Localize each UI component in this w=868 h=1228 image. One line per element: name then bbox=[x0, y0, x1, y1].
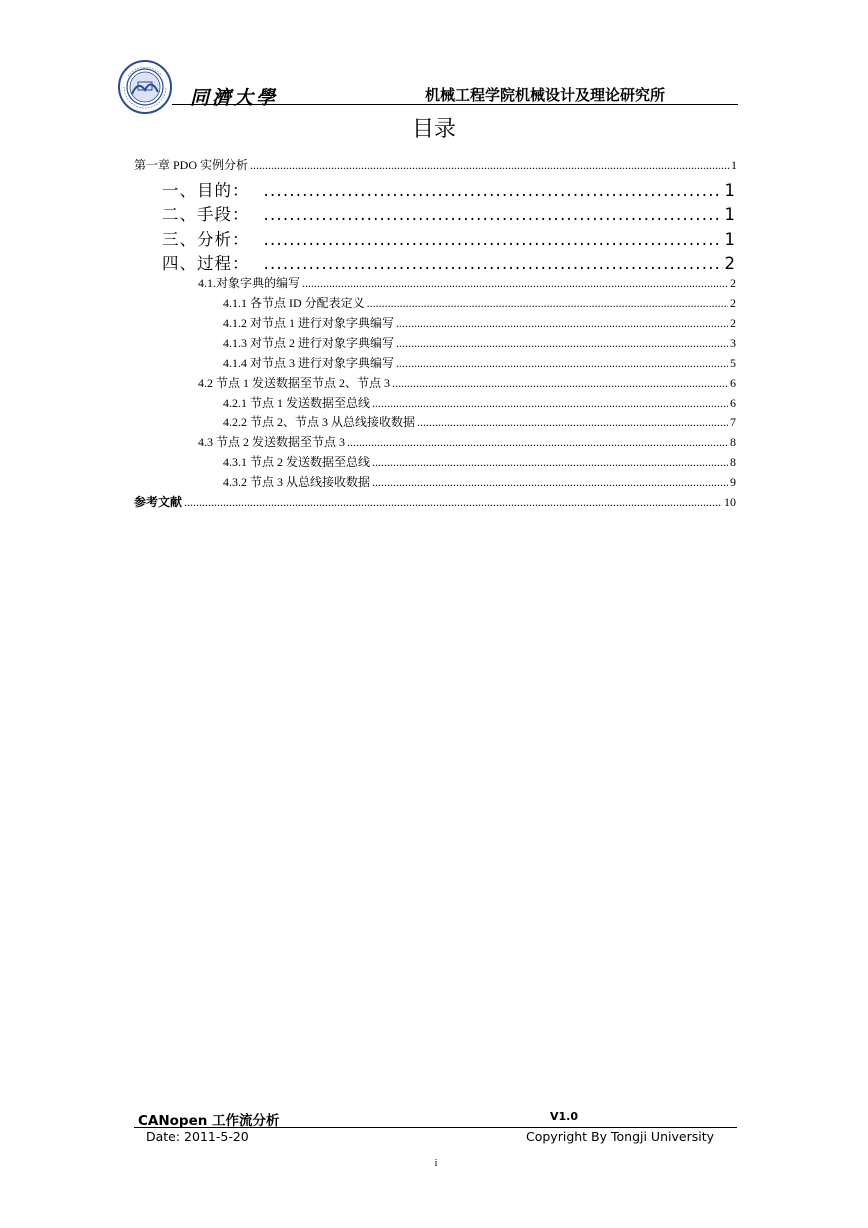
toc-leader-dots bbox=[264, 181, 723, 200]
toc-entry-page: 2 bbox=[730, 316, 736, 330]
toc-entry-purpose[interactable] bbox=[162, 177, 736, 201]
toc-entry-4-3-1[interactable] bbox=[223, 453, 736, 470]
toc-entry-label: 4.1.4 对节点 3 进行对象字典编写 bbox=[223, 356, 395, 370]
toc-entry-label: 4.2.2 节点 2、节点 3 从总线接收数据 bbox=[223, 415, 416, 429]
toc-entry-label: 4.3.2 节点 3 从总线接收数据 bbox=[223, 475, 371, 489]
toc-leader-dots bbox=[396, 336, 728, 351]
toc-entry-page: 8 bbox=[730, 455, 736, 469]
toc-entry-page: 10 bbox=[724, 495, 736, 509]
toc-entry-process[interactable] bbox=[162, 250, 736, 274]
toc-entry-page: 2 bbox=[730, 296, 736, 310]
toc-entry-label: 二、手段： bbox=[162, 205, 250, 224]
institute-name: 机械工程学院机械设计及理论研究所 bbox=[425, 86, 666, 104]
toc-entry-label: 4.2.1 节点 1 发送数据至总线 bbox=[223, 396, 371, 410]
footer-version: V1.0 bbox=[550, 1110, 578, 1123]
toc-entry-page: 3 bbox=[730, 336, 736, 350]
toc-entry-label: 4.3.1 节点 2 发送数据至总线 bbox=[223, 455, 371, 469]
toc-entry-4-1-2[interactable] bbox=[223, 314, 736, 331]
toc-entry-analysis[interactable] bbox=[162, 226, 736, 250]
page-number: i bbox=[434, 1158, 438, 1169]
toc-entry-4-2[interactable] bbox=[198, 374, 736, 391]
university-seal-logo bbox=[118, 60, 172, 114]
toc-leader-dots bbox=[347, 435, 728, 450]
university-name: 同濟大學 bbox=[190, 87, 279, 109]
toc-leader-dots bbox=[264, 230, 723, 249]
toc-entry-label: 四、过程： bbox=[162, 254, 250, 273]
toc-leader-dots bbox=[417, 415, 728, 430]
toc-entry-label: 4.1.对象字典的编写 bbox=[198, 276, 301, 290]
toc-leader-dots bbox=[372, 475, 728, 490]
toc-entry-page: 1 bbox=[724, 205, 736, 224]
toc-entry-label: 4.1.1 各节点 ID 分配表定义 bbox=[223, 296, 365, 310]
footer-divider bbox=[134, 1127, 737, 1128]
toc-leader-dots bbox=[184, 495, 722, 510]
toc-leader-dots bbox=[264, 254, 723, 273]
toc-entry-label: 4.1.3 对节点 2 进行对象字典编写 bbox=[223, 336, 395, 350]
toc-entry-4-3[interactable] bbox=[198, 433, 736, 450]
toc-entry-label: 4.2 节点 1 发送数据至节点 2、节点 3 bbox=[198, 376, 391, 390]
toc-entry-label: 参考文献 bbox=[134, 495, 183, 509]
toc-entry-label: 第一章 PDO 实例分析 bbox=[134, 158, 249, 172]
footer-date: Date: 2011-5-20 bbox=[146, 1129, 249, 1144]
toc-entry-page: 1 bbox=[724, 181, 736, 200]
toc-entry-4-3-2[interactable] bbox=[223, 473, 736, 490]
toc-entry-4-1-3[interactable] bbox=[223, 334, 736, 351]
toc-entry-page: 2 bbox=[730, 276, 736, 290]
toc-leader-dots bbox=[372, 396, 728, 411]
toc-leader-dots bbox=[250, 158, 729, 173]
toc-entry-means[interactable] bbox=[162, 201, 736, 225]
toc-entry-label: 三、分析： bbox=[162, 230, 250, 249]
toc-entry-page: 6 bbox=[730, 376, 736, 390]
toc-entry-page: 9 bbox=[730, 475, 736, 489]
footer-copyright: Copyright By Tongji University bbox=[526, 1129, 714, 1144]
toc-leader-dots bbox=[367, 296, 728, 311]
toc-entry-label: 4.3 节点 2 发送数据至节点 3 bbox=[198, 435, 346, 449]
toc-entry-page: 1 bbox=[731, 158, 737, 172]
header-divider bbox=[172, 104, 738, 105]
footer-doc-name: CANopen 工作流分析 bbox=[138, 1113, 280, 1129]
toc-leader-dots bbox=[396, 356, 728, 371]
toc-leader-dots bbox=[392, 376, 728, 391]
toc-entry-page: 6 bbox=[730, 396, 736, 410]
toc-entry-page: 7 bbox=[730, 415, 736, 429]
toc-entry-4-1-1[interactable] bbox=[223, 294, 736, 311]
toc-entry-references[interactable] bbox=[134, 493, 736, 510]
toc-entry-page: 1 bbox=[724, 230, 736, 249]
toc-entry-label: 4.1.2 对节点 1 进行对象字典编写 bbox=[223, 316, 395, 330]
toc-entry-4-2-2[interactable] bbox=[223, 413, 736, 430]
toc-entry-page: 5 bbox=[730, 356, 736, 370]
toc-entry-label: 一、目的： bbox=[162, 181, 250, 200]
toc-entry-4-1-4[interactable] bbox=[223, 354, 736, 371]
toc-leader-dots bbox=[372, 455, 728, 470]
toc-leader-dots bbox=[264, 205, 723, 224]
toc-entry-4-2-1[interactable] bbox=[223, 394, 736, 411]
toc-leader-dots bbox=[302, 276, 728, 291]
toc-entry-chapter-1[interactable] bbox=[134, 156, 737, 173]
toc-entry-page: 8 bbox=[730, 435, 736, 449]
toc-entry-4-1[interactable] bbox=[198, 274, 736, 291]
toc-leader-dots bbox=[396, 316, 728, 331]
toc-entry-page: 2 bbox=[724, 254, 736, 273]
page-title: 目录 bbox=[411, 117, 456, 142]
